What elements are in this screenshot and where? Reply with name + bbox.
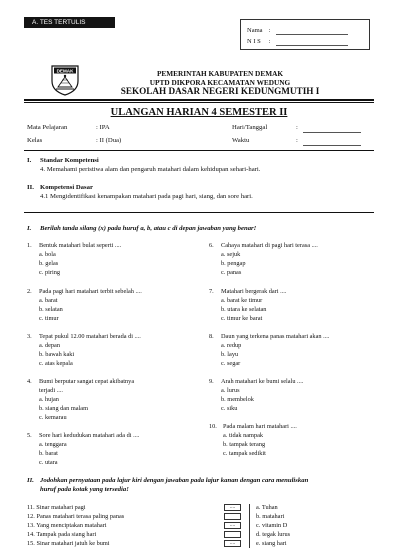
class-value: : II (Dua): [96, 137, 122, 144]
question-4: [27, 378, 197, 424]
option-c[interactable]: c. atas kepala: [39, 360, 73, 367]
basic-competency-item: 4.1 Mengidentifikasi kenampakan matahari pada pagi hari, siang, dan sore hari.: [40, 193, 253, 200]
option-b[interactable]: b. selatan: [39, 306, 63, 313]
matching-statement: 15. Sinar matahari jatuh ke bumi: [27, 540, 110, 547]
matching-statement: 12. Panas matahari terasa paling panas: [27, 513, 125, 520]
nis-colon: :: [268, 38, 271, 45]
answer-box[interactable]: ....: [224, 504, 241, 511]
standard-competency-title: Standar Kompetensi: [40, 157, 99, 164]
option-a[interactable]: a. tenggara: [39, 441, 67, 448]
matching-section: [27, 504, 377, 548]
option-c[interactable]: c. timur ke barat: [221, 315, 263, 322]
nis-row: [247, 36, 369, 47]
option-c[interactable]: c. timur: [39, 315, 59, 322]
matching-row-15: [27, 540, 377, 548]
class-label: Kelas: [27, 137, 43, 144]
answer-box[interactable]: [224, 513, 241, 520]
question-text: Cahaya matahari di pagi hari terasa ....: [221, 242, 318, 249]
question-2: [27, 288, 197, 326]
option-a[interactable]: a. tidak nampak: [223, 432, 264, 439]
meta-divider: [24, 150, 374, 151]
question-number: 10.: [209, 423, 217, 430]
matching-answer: b. matahari: [256, 513, 285, 520]
section-divider: [24, 212, 374, 213]
matching-answer: a. Tuhan: [256, 504, 278, 511]
basic-competency-number: II.: [27, 184, 34, 191]
question-text: Pada malam hari matahari ....: [223, 423, 297, 430]
option-c[interactable]: c. siku: [221, 405, 238, 412]
seal-logo-text: DEMAK: [56, 68, 74, 74]
matching-statement: 13. Yang menciptakan matahari: [27, 522, 107, 529]
question-number: 6.: [209, 242, 214, 249]
header-divider-thin: [24, 102, 374, 103]
option-b[interactable]: b. membelok: [221, 396, 254, 403]
matching-column-divider: [249, 504, 250, 548]
question-text: Matahari bergerak dari ....: [221, 288, 287, 295]
date-label: Hari/Tanggal: [232, 124, 268, 131]
header-line-1: PEMERINTAH KABUPATEN DEMAK: [156, 69, 284, 78]
option-b[interactable]: b. gelas: [39, 260, 59, 267]
option-c[interactable]: c. panas: [221, 269, 242, 276]
option-c[interactable]: c. utara: [39, 459, 58, 466]
option-c[interactable]: c. tampak sedikit: [223, 450, 266, 457]
option-a[interactable]: a. barat: [39, 297, 58, 304]
question-number: 8.: [209, 333, 214, 340]
section-1-instruction: Berilah tanda silang (x) pada huruf a, b, atau c di depan jawaban yang benar!: [40, 225, 257, 232]
section-2-instruction-line-1: Jodohkan pernyataan pada lajur kiri dengan jawaban pada lajur kanan dengan cara menuliskan: [40, 477, 309, 484]
question-text: Bumi berputar sangat cepat akibatnya: [39, 378, 135, 385]
option-b[interactable]: b. tampak terang: [223, 441, 266, 448]
date-fill-line[interactable]: [303, 126, 361, 133]
standard-competency-number: I.: [27, 157, 32, 164]
question-text: Pada pagi hari matahari terbit sebelah ....: [39, 288, 142, 295]
name-fill-line[interactable]: [276, 27, 348, 35]
matching-row-11: [27, 504, 377, 512]
option-a[interactable]: a. lurus: [221, 387, 240, 394]
option-b[interactable]: b. barat: [39, 450, 58, 457]
header-line-3: SEKOLAH DASAR NEGERI KEDUNGMUTIH I: [120, 86, 320, 96]
option-b[interactable]: b. utara ke selatan: [221, 306, 267, 313]
nis-label: N I S: [247, 38, 261, 45]
basic-competency-title: Kompetensi Dasar: [40, 184, 93, 191]
option-a[interactable]: a. depan: [39, 342, 60, 349]
question-number: 1.: [27, 242, 32, 249]
option-c[interactable]: c. kemarau: [39, 414, 67, 421]
answer-box[interactable]: [224, 531, 241, 538]
time-label: Waktu: [232, 137, 250, 144]
question-8: [209, 333, 379, 371]
question-number: 4.: [27, 378, 32, 385]
question-1: [27, 242, 197, 280]
section-1-number: I.: [27, 225, 32, 232]
question-number: 9.: [209, 378, 214, 385]
matching-statement: 14. Tampak pada siang hari: [27, 531, 97, 538]
option-a[interactable]: a. barat ke timur: [221, 297, 263, 304]
question-10: [209, 423, 379, 461]
option-b[interactable]: b. pengap: [221, 260, 246, 267]
question-text: Daun yang terkena panas matahari akan ....: [221, 333, 330, 340]
option-a[interactable]: a. hujan: [39, 396, 59, 403]
name-row: [247, 25, 369, 36]
standard-competency-item: 4. Memahami peristiwa alam dan pengaruh matahari dalam kehidupan sehari-hari.: [40, 166, 261, 173]
matching-row-13: [27, 522, 377, 530]
question-number: 2.: [27, 288, 32, 295]
matching-answer: d. tegak lurus: [256, 531, 291, 538]
option-b[interactable]: b. siang dan malam: [39, 405, 88, 412]
header-divider-thick: [24, 99, 374, 101]
section-2-instruction-line-2: huruf pada kotak yang tersedia!: [40, 486, 129, 493]
subject-label: Mata Pelajaran: [27, 124, 68, 131]
question-number: 5.: [27, 432, 32, 439]
question-7: [209, 288, 379, 326]
option-a[interactable]: a. redup: [221, 342, 242, 349]
matching-statement: 11. Sinar matahari pagi: [27, 504, 86, 511]
answer-box[interactable]: ....: [224, 540, 241, 547]
question-text-continued: terjadi ....: [39, 387, 63, 394]
student-id-box: [240, 19, 370, 50]
question-text: Bentuk matahari bulat seperti ....: [39, 242, 122, 249]
question-text: Sore hari kedudukan matahari ada di ....: [39, 432, 140, 439]
name-colon: :: [268, 27, 271, 34]
question-number: 3.: [27, 333, 32, 340]
question-text: Arah matahari ke bumi selalu ....: [221, 378, 304, 385]
question-number: 7.: [209, 288, 214, 295]
time-fill-line[interactable]: [303, 139, 361, 146]
time-colon: :: [296, 137, 298, 144]
subject-value: : IPA: [96, 124, 110, 131]
answer-box[interactable]: ....: [224, 522, 241, 529]
question-5: [27, 432, 197, 470]
question-6: [209, 242, 379, 280]
nis-fill-line[interactable]: [276, 38, 348, 46]
matching-answer: e. siang hari: [256, 540, 287, 547]
exam-title: ULANGAN HARIAN 4 SEMESTER II: [110, 107, 288, 118]
option-b[interactable]: b. bawah kaki: [39, 351, 75, 358]
questions-left-column: [27, 242, 197, 472]
question-9: [209, 378, 379, 416]
name-label: Nama: [247, 27, 263, 34]
option-c[interactable]: c. segar: [221, 360, 241, 367]
header-line-2: UPTD DIKPORA KECAMATAN WEDUNG: [149, 78, 291, 87]
test-type-tab: A. TES TERTULIS: [24, 17, 115, 28]
date-colon: :: [296, 124, 298, 131]
matching-row-14: [27, 531, 377, 539]
matching-answer: c. vitamin D: [256, 522, 288, 529]
demak-seal-logo: [50, 63, 80, 96]
section-2-number: II.: [27, 477, 34, 484]
questions-right-column: [209, 242, 379, 472]
option-a[interactable]: a. sejuk: [221, 251, 241, 258]
option-a[interactable]: a. bola: [39, 251, 56, 258]
question-text: Tepat pukul 12.00 matahari berada di ....: [39, 333, 141, 340]
option-b[interactable]: b. layu: [221, 351, 239, 358]
matching-row-12: [27, 513, 377, 521]
question-3: [27, 333, 197, 371]
option-c[interactable]: c. piring: [39, 269, 60, 276]
